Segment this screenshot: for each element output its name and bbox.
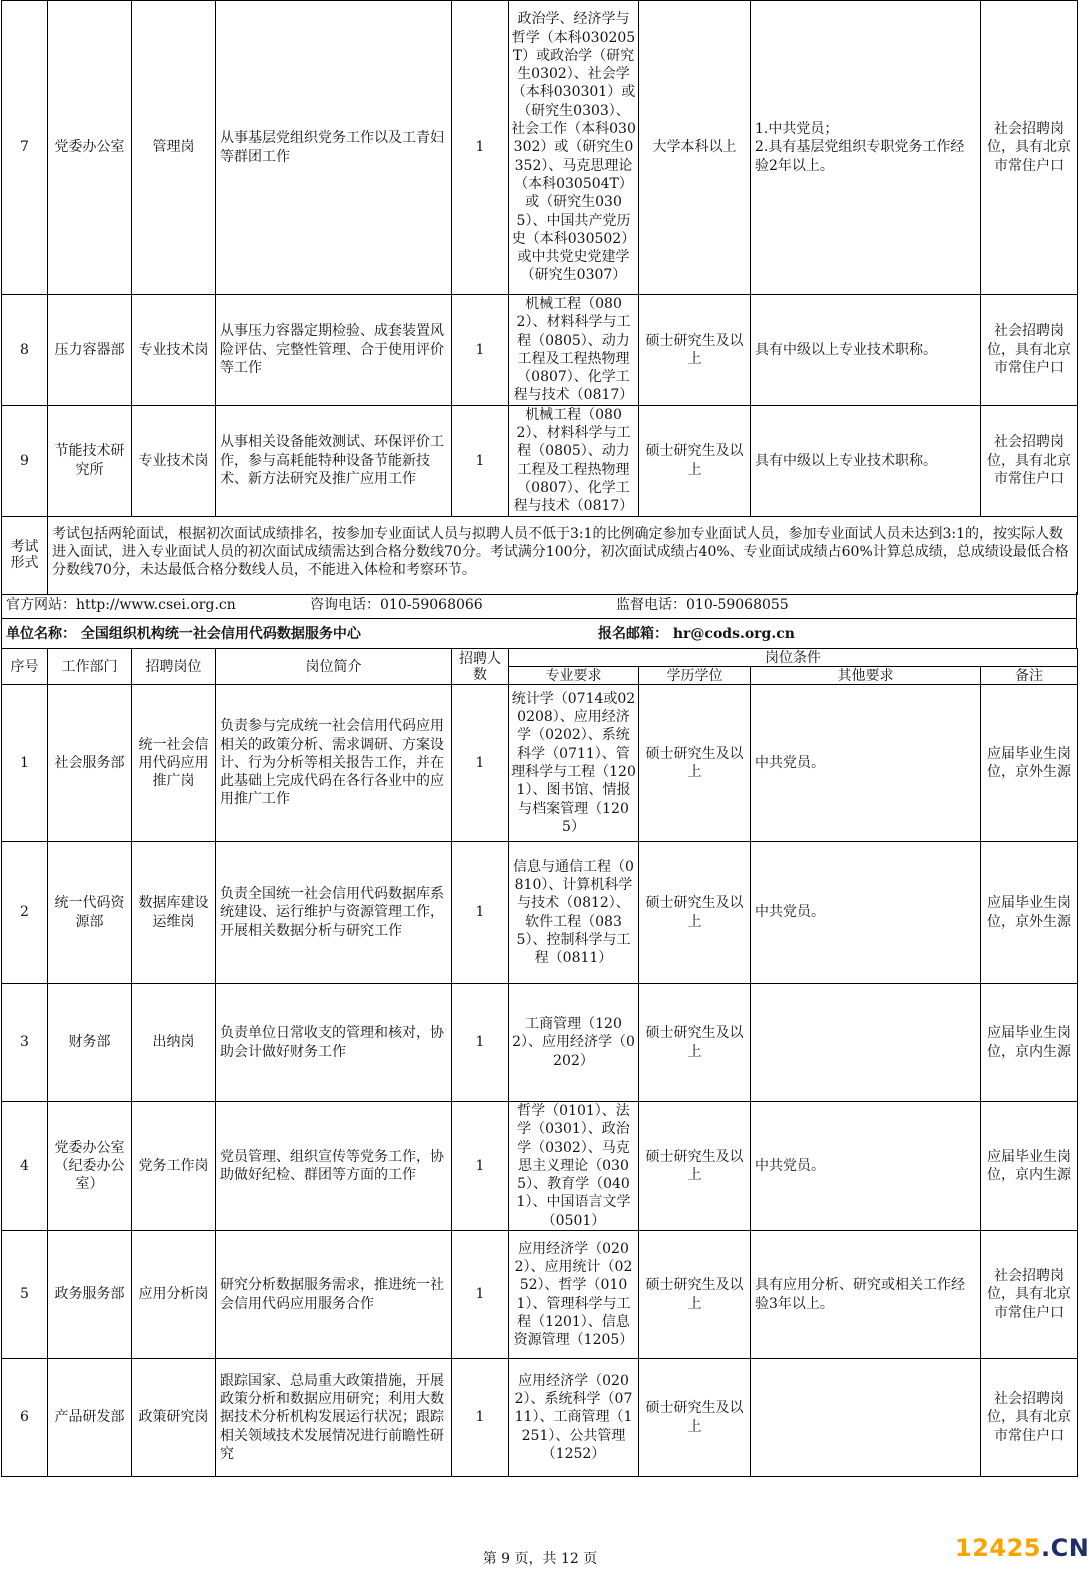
education-requirement: 硕士研究生及以上 <box>639 984 751 1102</box>
major-requirement: 政治学、经济学与哲学（本科030205T）或政治学（研究生0302）、社会学（本科030301）或（研究生0303）、社会工作（本科030302）或（研究生0352）、马克思理论（本科030504T）或（研究生0305）、中国共产党历史（本科030502）或中共党史党建学（研究生0307） <box>509 1 639 295</box>
row-number: 9 <box>2 405 48 516</box>
education-requirement: 硕士研究生及以上 <box>639 405 751 516</box>
watermark-number: 12425 <box>955 1534 1041 1562</box>
education-requirement: 大学本科以上 <box>639 1 751 295</box>
header-conditions: 岗位条件 <box>509 649 1078 667</box>
department: 政务服务部 <box>48 1231 132 1359</box>
headcount: 1 <box>452 1 509 295</box>
watermark-tld: .CN <box>1041 1534 1089 1562</box>
position: 统一社会信用代码应用推广岗 <box>132 685 216 842</box>
other-requirement: 中共党员。 <box>751 842 981 984</box>
headcount: 1 <box>452 842 509 984</box>
row-number: 7 <box>2 1 48 295</box>
position-description: 负责单位日常收支的管理和核对，协助会计做好财务工作 <box>216 984 452 1102</box>
header-other: 其他要求 <box>751 667 981 685</box>
table-row <box>2 685 1078 842</box>
table-row <box>2 1 1078 295</box>
position-description: 从事压力容器定期检验、成套装置风险评估、完整性管理、合于使用评价等工作 <box>216 295 452 406</box>
major-requirement: 统计学（0714或020208）、应用经济学（0202）、系统科学（0711）、管理科学与工程（1201）、图书馆、情报与档案管理（1205） <box>509 685 639 842</box>
department: 财务部 <box>48 984 132 1102</box>
headcount: 1 <box>452 984 509 1102</box>
exam-format-row <box>2 516 1078 594</box>
position-description: 党员管理、组织宣传等党务工作，协助做好纪检、群团等方面的工作 <box>216 1102 452 1231</box>
row-number: 1 <box>2 685 48 842</box>
headcount: 1 <box>452 405 509 516</box>
row-number: 2 <box>2 842 48 984</box>
contact-row <box>1 592 1077 618</box>
remarks: 社会招聘岗位，具有北京市常住户口 <box>981 1359 1078 1477</box>
consult-phone: 咨询电话：010-59068066 <box>310 597 483 613</box>
exam-format-label: 考试形式 <box>2 516 48 594</box>
position-description: 跟踪国家、总局重大政策措施，开展政策分析和数据应用研究；利用大数据技术分析机构发展运行状况；跟踪相关领域技术发展情况进行前瞻性研究 <box>216 1359 452 1477</box>
page-number: 第 9 页，共 12 页 <box>482 1551 598 1567</box>
row-number: 5 <box>2 1231 48 1359</box>
remarks: 社会招聘岗位，具有北京市常住户口 <box>981 1231 1078 1359</box>
position-description: 负责全国统一社会信用代码数据库系统建设、运行维护与资源管理工作，开展相关数据分析与研究工作 <box>216 842 452 984</box>
position: 政策研究岗 <box>132 1359 216 1477</box>
official-website: 官方网站：http://www.csei.org.cn <box>6 597 236 613</box>
table-row <box>2 1231 1078 1359</box>
position: 党务工作岗 <box>132 1102 216 1231</box>
other-requirement <box>751 984 981 1102</box>
department: 统一代码资源部 <box>48 842 132 984</box>
department: 压力容器部 <box>48 295 132 406</box>
major-requirement: 应用经济学（0202）、系统科学（0711）、工商管理（1251）、公共管理（1252） <box>509 1359 639 1477</box>
position: 数据库建设运维岗 <box>132 842 216 984</box>
position-description: 研究分析数据服务需求，推进统一社会信用代码应用服务合作 <box>216 1231 452 1359</box>
other-requirement: 1.中共党员； 2.具有基层党组织专职党务工作经验2年以上。 <box>751 1 981 295</box>
header-education: 学历学位 <box>639 667 751 685</box>
education-requirement: 硕士研究生及以上 <box>639 1231 751 1359</box>
position: 出纳岗 <box>132 984 216 1102</box>
education-requirement: 硕士研究生及以上 <box>639 685 751 842</box>
row-number: 8 <box>2 295 48 406</box>
headcount: 1 <box>452 685 509 842</box>
position: 专业技术岗 <box>132 405 216 516</box>
table-row <box>2 1102 1078 1231</box>
other-requirement: 中共党员。 <box>751 1102 981 1231</box>
table-row <box>2 405 1078 516</box>
other-requirement <box>751 1359 981 1477</box>
other-requirement: 具有中级以上专业技术职称。 <box>751 295 981 406</box>
department: 党委办公室 <box>48 1 132 295</box>
major-requirement: 哲学（0101）、法学（0301）、政治学（0302）、马克思主义理论（0305）、教育学（0401）、中国语言文学（0501） <box>509 1102 639 1231</box>
education-requirement: 硕士研究生及以上 <box>639 1102 751 1231</box>
headcount: 1 <box>452 295 509 406</box>
unit-header <box>1 618 1077 648</box>
major-requirement: 应用经济学（0202）、应用统计（0252）、哲学（0101）、管理科学与工程（1201）、信息资源管理（1205） <box>509 1231 639 1359</box>
major-requirement: 工商管理（1202）、应用经济学（0202） <box>509 984 639 1102</box>
table-row <box>2 984 1078 1102</box>
major-requirement: 信息与通信工程（0810）、计算机科学与技术（0812）、软件工程（0835）、控制科学与工程（0811） <box>509 842 639 984</box>
recruitment-table-continued <box>1 0 1078 595</box>
major-requirement: 机械工程（0802）、材料科学与工程（0805）、动力工程及工程热物理（0807）、化学工程与技术（0817） <box>509 405 639 516</box>
position-description: 从事相关设备能效测试、环保评价工作，参与高耗能特种设备节能新技术、新方法研究及推广应用工作 <box>216 405 452 516</box>
education-requirement: 硕士研究生及以上 <box>639 842 751 984</box>
remarks: 应届毕业生岗位，京内生源 <box>981 984 1078 1102</box>
remarks: 应届毕业生岗位，京内生源 <box>981 1102 1078 1231</box>
remarks: 社会招聘岗位，具有北京市常住户口 <box>981 295 1078 406</box>
row-number: 4 <box>2 1102 48 1231</box>
major-requirement: 机械工程（0802）、材料科学与工程（0805）、动力工程及工程热物理（0807）、化学工程与技术（0817） <box>509 295 639 406</box>
header-description: 岗位简介 <box>216 649 452 685</box>
header-number: 序号 <box>2 649 48 685</box>
headcount: 1 <box>452 1359 509 1477</box>
department: 社会服务部 <box>48 685 132 842</box>
supervise-phone: 监督电话：010-59068055 <box>616 597 789 613</box>
unit-name: 单位名称： 全国组织机构统一社会信用代码数据服务中心 <box>6 626 361 642</box>
headcount: 1 <box>452 1231 509 1359</box>
remarks: 社会招聘岗位，具有北京市常住户口 <box>981 405 1078 516</box>
other-requirement: 具有应用分析、研究或相关工作经验3年以上。 <box>751 1231 981 1359</box>
remarks: 应届毕业生岗位，京外生源 <box>981 685 1078 842</box>
table-row <box>2 842 1078 984</box>
table-row <box>2 295 1078 406</box>
position: 管理岗 <box>132 1 216 295</box>
header-major: 专业要求 <box>509 667 639 685</box>
position: 专业技术岗 <box>132 295 216 406</box>
department: 党委办公室（纪委办公室） <box>48 1102 132 1231</box>
department: 产品研发部 <box>48 1359 132 1477</box>
education-requirement: 硕士研究生及以上 <box>639 295 751 406</box>
header-headcount: 招聘人数 <box>452 649 509 685</box>
application-email: 报名邮箱： hr@cods.org.cn <box>598 626 795 642</box>
exam-format-text: 考试包括两轮面试，根据初次面试成绩排名，按参加专业面试人员与拟聘人员不低于3:1的比例确定参加专业面试人员，参加专业面试人员未达到3:1的，按实际人数进入面试，进入专业面试人员的初次面试成绩需达到合格分数线70分。考试满分100分，初次面试成绩占40%、专业面试成绩占60%计算总成绩，总成绩设最低合格分数线70分，未达最低合格分数线人员，不能进入体检和考察环节。 <box>48 516 1078 594</box>
header-remarks: 备注 <box>981 667 1078 685</box>
site-watermark <box>955 1534 1089 1562</box>
department: 节能技术研究所 <box>48 405 132 516</box>
table-header-row <box>2 649 1078 667</box>
other-requirement: 中共党员。 <box>751 685 981 842</box>
other-requirement: 具有中级以上专业技术职称。 <box>751 405 981 516</box>
position-description: 负责参与完成统一社会信用代码应用相关的政策分析、需求调研、方案设计、行为分析等相关报告工作，并在此基础上完成代码在各行各业中的应用推广工作 <box>216 685 452 842</box>
remarks: 社会招聘岗位，具有北京市常住户口 <box>981 1 1078 295</box>
header-department: 工作部门 <box>48 649 132 685</box>
recruitment-table <box>1 648 1078 1477</box>
row-number: 3 <box>2 984 48 1102</box>
header-position: 招聘岗位 <box>132 649 216 685</box>
headcount: 1 <box>452 1102 509 1231</box>
remarks: 应届毕业生岗位，京外生源 <box>981 842 1078 984</box>
position-description: 从事基层党组织党务工作以及工青妇等群团工作 <box>216 1 452 295</box>
row-number: 6 <box>2 1359 48 1477</box>
table-row <box>2 1359 1078 1477</box>
education-requirement: 硕士研究生及以上 <box>639 1359 751 1477</box>
position: 应用分析岗 <box>132 1231 216 1359</box>
